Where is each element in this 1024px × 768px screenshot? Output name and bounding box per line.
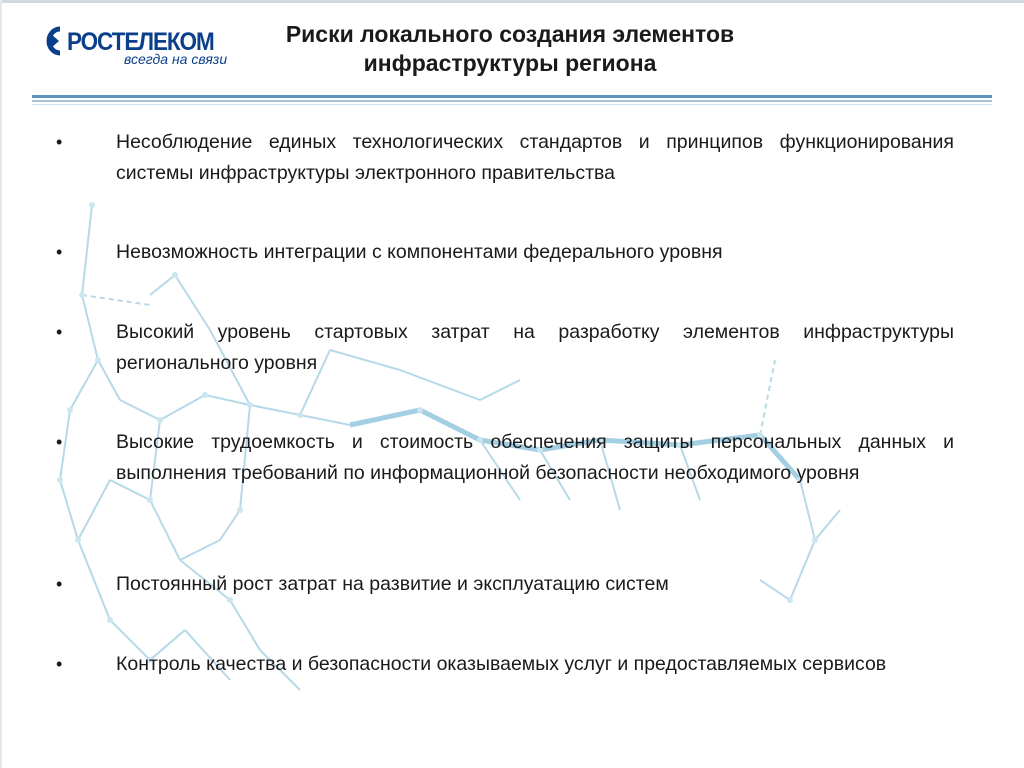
bullet-text: Несоблюдение единых технологических стандартов и принципов функционирования системы инфраструктуры электронного правительства <box>116 131 954 184</box>
bullet-marker: • <box>56 132 63 152</box>
bullet-text: Высокие трудоемкость и стоимость обеспечения защиты персональных данных и выполнения требований по информационной безопасности необходимого уровня <box>116 431 954 484</box>
rostelecom-logo <box>40 24 240 70</box>
logo-wordmark: РОСТЕЛЕКОМ <box>67 28 214 56</box>
slide-title <box>250 20 770 78</box>
bullet-marker: • <box>56 654 63 674</box>
top-border <box>0 0 1024 3</box>
slide-title-line-1: Риски локального создания элементов <box>285 21 735 47</box>
bullet-text: Контроль качества и безопасности оказываемых услуг и предоставляемых сервисов <box>116 653 887 675</box>
bullet-marker: • <box>56 574 63 594</box>
slide-title-line-2: инфраструктуры региона <box>363 50 657 76</box>
bullet-marker: • <box>56 322 63 342</box>
bullet-text: Постоянный рост затрат на развитие и эксплуатацию систем <box>116 573 669 595</box>
bullet-marker: • <box>56 432 63 452</box>
bullet-marker: • <box>56 242 63 262</box>
logo-tagline: всегда на связи <box>124 51 228 67</box>
header-rule-faint <box>32 104 992 105</box>
bullet-text: Высокий уровень стартовых затрат на разработку элементов инфраструктуры регионального уровня <box>116 321 954 374</box>
bullet-text: Невозможность интеграции с компонентами федерального уровня <box>116 241 723 263</box>
header-rule-light <box>32 100 992 102</box>
rostelecom-emblem-icon <box>40 26 64 56</box>
header-rule-dark <box>32 95 992 98</box>
